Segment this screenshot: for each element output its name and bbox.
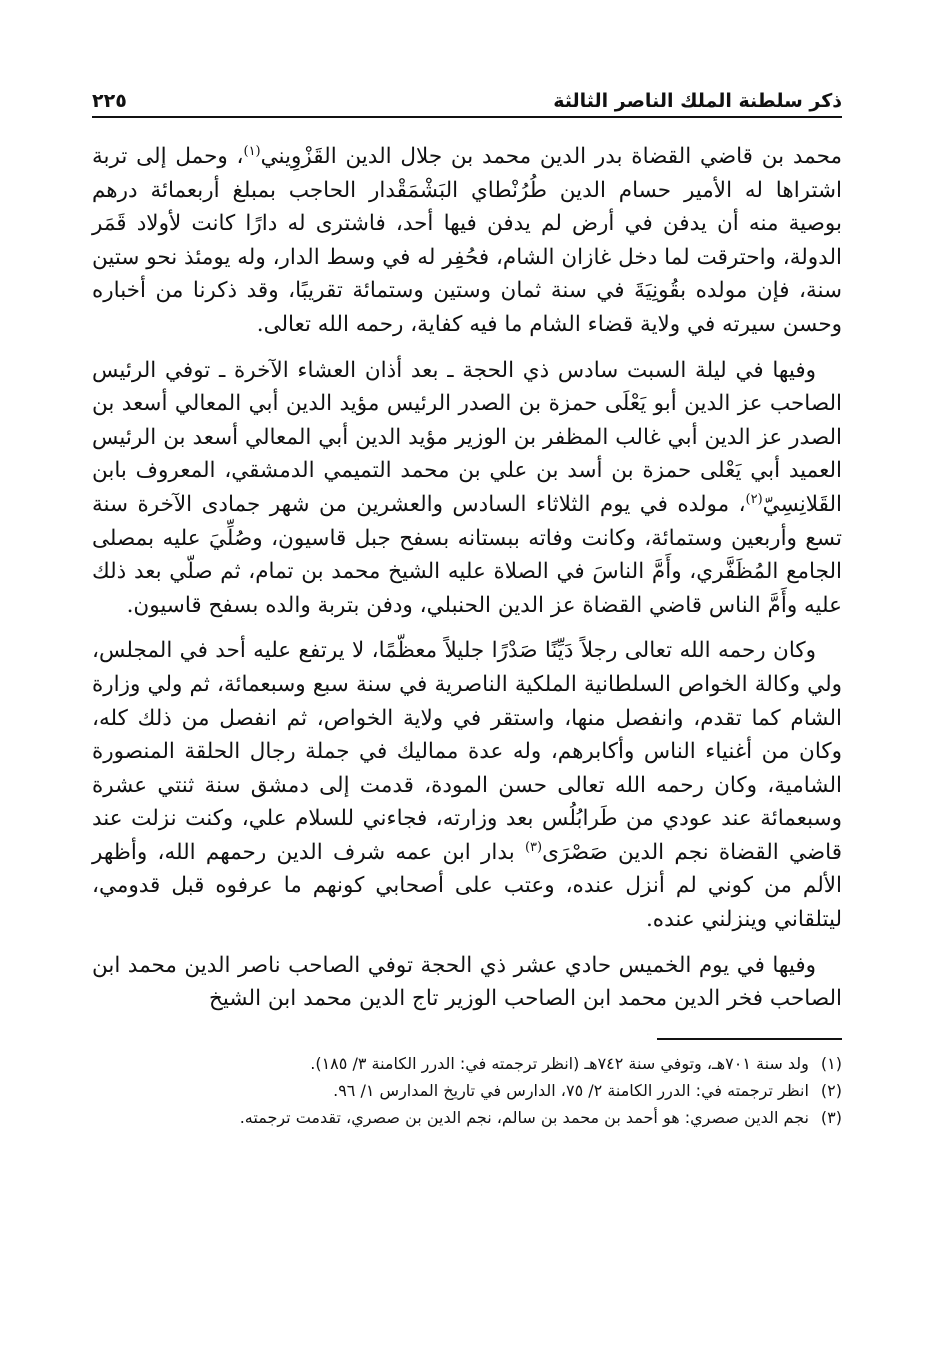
footnote-text: ولد سنة ٧٠١هـ، وتوفي سنة ٧٤٢هـ (انظر ترجمته في: الدرر الكامنة ٣/ ١٨٥). [310,1053,809,1073]
footnote-mark: (١) [820,1053,842,1073]
paragraph-1 [92,140,842,342]
paragraph-2-text-b: ، مولده في يوم الثلاثاء السادس والعشرين من شهر جمادى الآخرة سنة تسع وأربعين وستمائة، وكانت وفاته ببستانه بسفح جبل قاسيون، وصُلِّيَ عليه بمصلى الجامع المُظَفَّري، وأَمَّ الناسَ في الصلاة عليه الشيخ محمد بن تمام، ثم صلّي بعد ذلك عليه وأَمَّ الناس قاضي القضاة عز الدين الحنبلي، ودفن بتربة والده بسفح قاسيون. [92,491,842,618]
footnote-ref-2[interactable]: (٢) [745,491,763,507]
paragraph-1-text-b: ، وحمل إلى تربة اشتراها له الأمير حسام الدين طُرُنْطاي البَشْمَقْدار الحاجب بمبلغ أربعمائة درهم بوصية منه أن يدفن في أرض لم يدفن فيها أحد، فاشترى له دارًا كانت لأولاد قَمَر الدولة، واحترقت لما دخل غازان الشام، فحُفِر له في وسط الدار، وله يومئذ نحو ستين سنة، فإن مولده بقُونِيَةَ في سنة ثمان وستين وستمائة تقريبًا، وقد ذكرنا من أخباره وحسن سيرته في ولاية قضاء الشام ما فيه كفاية، رحمه الله تعالى. [92,144,842,337]
header-rule [92,116,842,118]
footnote-separator [657,1038,842,1040]
running-title: ذكر سلطنة الملك الناصر الثالثة [553,90,842,112]
page-number: ٢٢٥ [92,90,127,112]
footnotes [92,1050,842,1131]
footnote-text: نجم الدين صصري: هو أحمد بن محمد بن سالم، نجم الدين بن صصري، تقدمت ترجمته. [239,1107,809,1127]
paragraph-3-text-b: بدار ابن عمه شرف الدين رحمهم الله، وأظهر الألم من كوني لم أنزل عنده، وعتب على أصحابي كونهم ما عرفوه قبل قدومي، ليتلقاني وينزلني عنده. [92,839,842,933]
main-text [92,140,842,1016]
running-header [92,78,842,112]
footnote-ref-3[interactable]: (٣) [524,839,543,855]
paragraph-2 [92,354,842,623]
paragraph-3-text-a: وكان رحمه الله تعالى رجلاً دَيِّنًا صَدْرًا جليلاً معظّمًا، لا يرتفع عليه أحد في المجلس، ولي وكالة الخواص السلطانية الملكية الناصرية في سنة سبع وسبعمائة، ثم ولي وزارة الشام كما تقدم، وانفصل منها، واستقر في ولاية الخواص، ثم انفصل من ذلك كله، وكان من أغنياء الناس وأكابرهم، وله عدة مماليك في جملة رجال الحلقة المنصورة الشامية، وكان رحمه الله تعالى حسن المودة، قدمت إلى دمشق سنة ثنتي عشرة وسبعمائة عند عودي من طَرابُلُس بعد وزارته، فجاءني للسلام علي، وكنت نزلت عند قاضي القضاة نجم الدين صَصْرَى [92,638,843,865]
footnote-mark: (٢) [820,1080,842,1100]
paragraph-1-text-a: محمد بن قاضي القضاة بدر الدين محمد بن جلال الدين القَزْوِيني [260,144,842,169]
footnote-1 [92,1050,842,1077]
paragraph-3 [92,634,842,936]
paragraph-2-text-a: وفيها في ليلة السبت سادس ذي الحجة ـ بعد أذان العشاء الآخرة ـ توفي الرئيس الصاحب عز الدين أبو يَعْلَى حمزة بن الصدر الرئيس مؤيد الدين أبي المعالي أسعد بن الصدر عز الدين أبي غالب المظفر بن الوزير مؤيد الدين أبي المعالي أسعد بن الرئيس العميد أبي يَعْلى حمزة بن أسد بن علي بن محمد التميمي الدمشقي، المعروف بابن القَلانِسِيّ [92,357,842,517]
footnote-3 [92,1104,842,1131]
paragraph-4: وفيها في يوم الخميس حادي عشر ذي الحجة توفي الصاحب ناصر الدين محمد ابن الصاحب فخر الدين محمد ابن الصاحب الوزير تاج الدين محمد ابن الشيخ [92,952,842,1012]
footnote-ref-1[interactable]: (١) [243,143,261,159]
footnote-mark: (٣) [820,1107,842,1127]
footnote-text: انظر ترجمته في: الدرر الكامنة ٢/ ٧٥، الدارس في تاريخ المدارس ١/ ٩٦. [333,1080,809,1100]
book-page [92,78,842,1131]
footnote-2 [92,1077,842,1104]
